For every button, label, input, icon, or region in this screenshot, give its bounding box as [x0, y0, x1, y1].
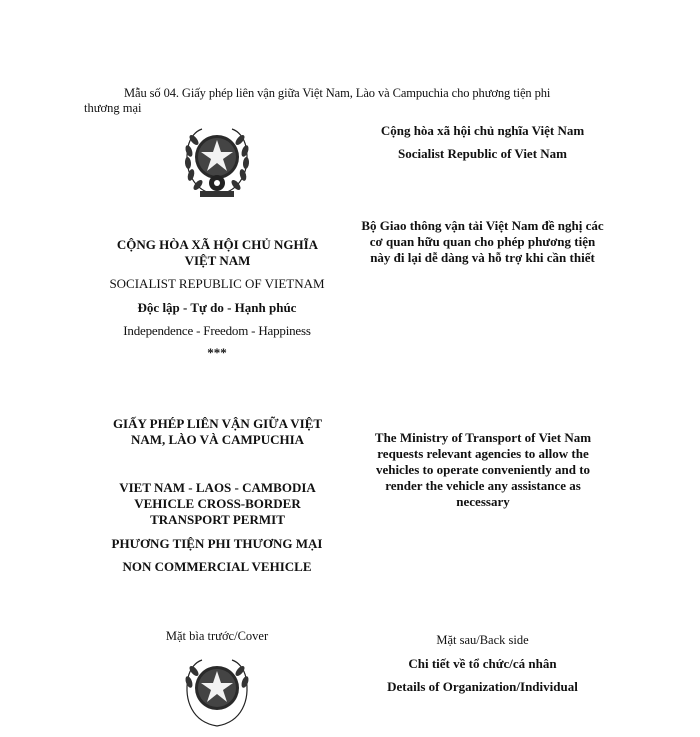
inner-country-en: Socialist Republic of Viet Nam [398, 146, 567, 161]
back-heading-vn: Chi tiết về tổ chức/cá nhân [408, 656, 557, 671]
inner-request-vn: Bộ Giao thông vận tải Việt Nam đề nghị các cơ quan hữu quan cho phép phương tiện này đi lại dễ dàng và hỗ trợ khi cần thiết [361, 218, 604, 265]
cover-country-vn: CỘNG HÒA XÃ HỘI CHỦ NGHĨA VIỆT NAM [116, 237, 319, 268]
cover-stars: *** [207, 345, 227, 360]
cover-motto-vn: Độc lập - Tự do - Hạnh phúc [137, 300, 297, 315]
national-emblem-icon [180, 121, 254, 201]
back-side-label: Mặt sau/Back side [436, 633, 529, 647]
form-caption-line2: thương mại [84, 101, 142, 115]
cover-vehicle-type-vn: PHƯƠNG TIỆN PHI THƯƠNG MẠI [111, 536, 323, 551]
inner-request-en: The Ministry of Transport of Viet Nam requests relevant agencies to allow the vehicles to operate conveniently and to render the vehicle any assistance as necessary [374, 430, 592, 509]
cover-country-en: SOCIALIST REPUBLIC OF VIETNAM [109, 276, 325, 291]
cover-vehicle-type-en: NON COMMERCIAL VEHICLE [122, 559, 312, 574]
cover-permit-title-vn: GIẤY PHÉP LIÊN VẬN GIỮA VIỆT NAM, LÀO VÀ CAMPUCHIA [112, 416, 323, 447]
form-caption-line1: Mẫu số 04. Giấy phép liên vận giữa Việt Nam, Lào và Campuchia cho phương tiện phi [124, 86, 551, 100]
national-emblem-icon [180, 652, 254, 732]
cover-side-label: Mặt bìa trước/Cover [165, 629, 269, 643]
cover-motto-en: Independence - Freedom - Happiness [123, 323, 311, 338]
inner-country-vn: Cộng hòa xã hội chủ nghĩa Việt Nam [380, 123, 585, 138]
cover-permit-title-en: VIET NAM - LAOS - CAMBODIA VEHICLE CROSS-BORDER TRANSPORT PERMIT [119, 480, 316, 527]
back-heading-en: Details of Organization/Individual [387, 679, 578, 694]
